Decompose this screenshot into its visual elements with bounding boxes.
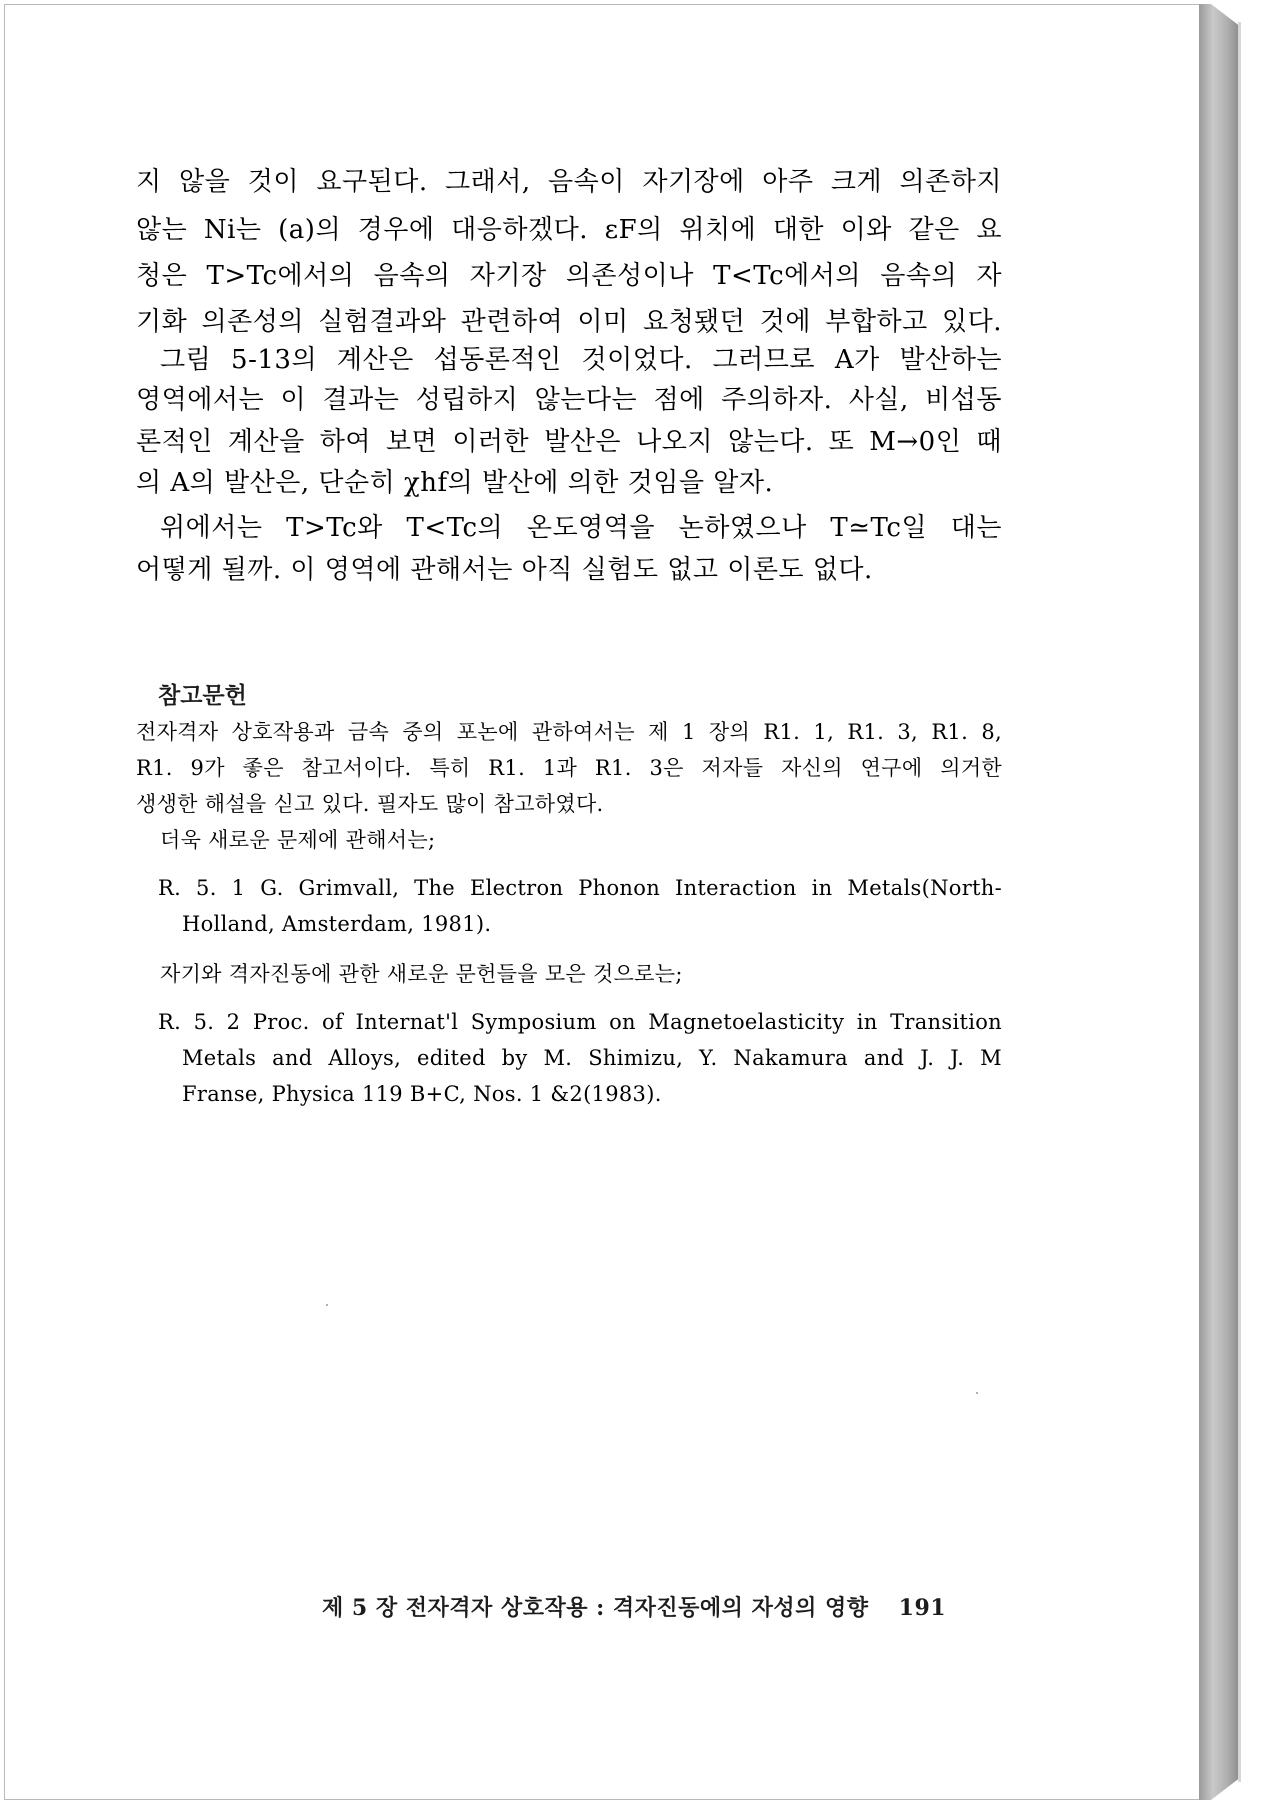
body-line-6: 영역에서는 이 결과는 성립하지 않는다는 점에 주의하자. 사실, 비섭동 xyxy=(136,385,1002,415)
book-edge xyxy=(1199,4,1239,1800)
references-intro-line-2: R1. 9가 좋은 참고서이다. 특히 R1. 1과 R1. 3은 저자들 자신의 연구에 의거한 xyxy=(136,756,1002,780)
body-line-7: 론적인 계산을 하여 보면 이러한 발산은 나오지 않는다. 또 M→0인 때 xyxy=(136,427,1002,457)
references-intro-line-5: 자기와 격자진동에 관한 새로운 문헌들을 모은 것으로는; xyxy=(160,962,683,986)
body-line-2: 않는 Ni는 (a)의 경우에 대응하겠다. εF의 위치에 대한 이와 같은 요 xyxy=(136,215,1002,245)
scan-speck xyxy=(976,1392,978,1394)
body-line-5: 그림 5-13의 계산은 섭동론적인 것이었다. 그러므로 A가 발산하는 xyxy=(160,345,1002,375)
footer-chapter-title: 제 5 장 전자격자 상호작용 : 격자진동에의 자성의 영향 xyxy=(322,1595,869,1621)
body-line-8: 의 A의 발산은, 단순히 χhf의 발산에 의한 것임을 알자. xyxy=(136,468,774,498)
page-number: 191 xyxy=(898,1595,947,1621)
body-line-4: 기화 의존성의 실험결과와 관련하여 이미 요청됐던 것에 부합하고 있다. xyxy=(136,307,1002,337)
running-footer xyxy=(322,1592,946,1624)
references-intro-line-4: 더욱 새로운 문제에 관해서는; xyxy=(160,828,436,852)
body-line-3: 청은 T>Tc에서의 음속의 자기장 의존성이나 T<Tc에서의 음속의 자 xyxy=(136,261,1002,291)
reference-2-line-1: R. 5. 2 Proc. of Internat'l Symposium on Magnetoelasticity in Transition xyxy=(158,1010,1002,1034)
references-intro-line-1: 전자격자 상호작용과 금속 중의 포논에 관하여서는 제 1 장의 R1. 1, R1. 3, R1. 8, xyxy=(136,720,1002,744)
reference-2-line-3: Franse, Physica 119 B+C, Nos. 1 &2(1983). xyxy=(182,1082,662,1106)
body-line-9: 위에서는 T>Tc와 T<Tc의 온도영역을 논하였으나 T≃Tc일 대는 xyxy=(160,513,1002,543)
reference-1-line-1: R. 5. 1 G. Grimvall, The Electron Phonon Interaction in Metals(North- xyxy=(158,876,1002,900)
body-line-1: 지 않을 것이 요구된다. 그래서, 음속이 자기장에 아주 크게 의존하지 xyxy=(136,167,1002,197)
book-edge-shadow xyxy=(1238,22,1241,1782)
references-heading: 참고문헌 xyxy=(158,682,247,709)
references-intro-line-3: 생생한 해설을 싣고 있다. 필자도 많이 참고하였다. xyxy=(136,792,604,816)
body-line-10: 어떻게 될까. 이 영역에 관해서는 아직 실험도 없고 이론도 없다. xyxy=(136,555,873,585)
reference-2-line-2: Metals and Alloys, edited by M. Shimizu, Y. Nakamura and J. J. M xyxy=(182,1046,1002,1070)
scan-speck xyxy=(326,1304,328,1306)
reference-1-line-2: Holland, Amsterdam, 1981). xyxy=(182,912,492,936)
